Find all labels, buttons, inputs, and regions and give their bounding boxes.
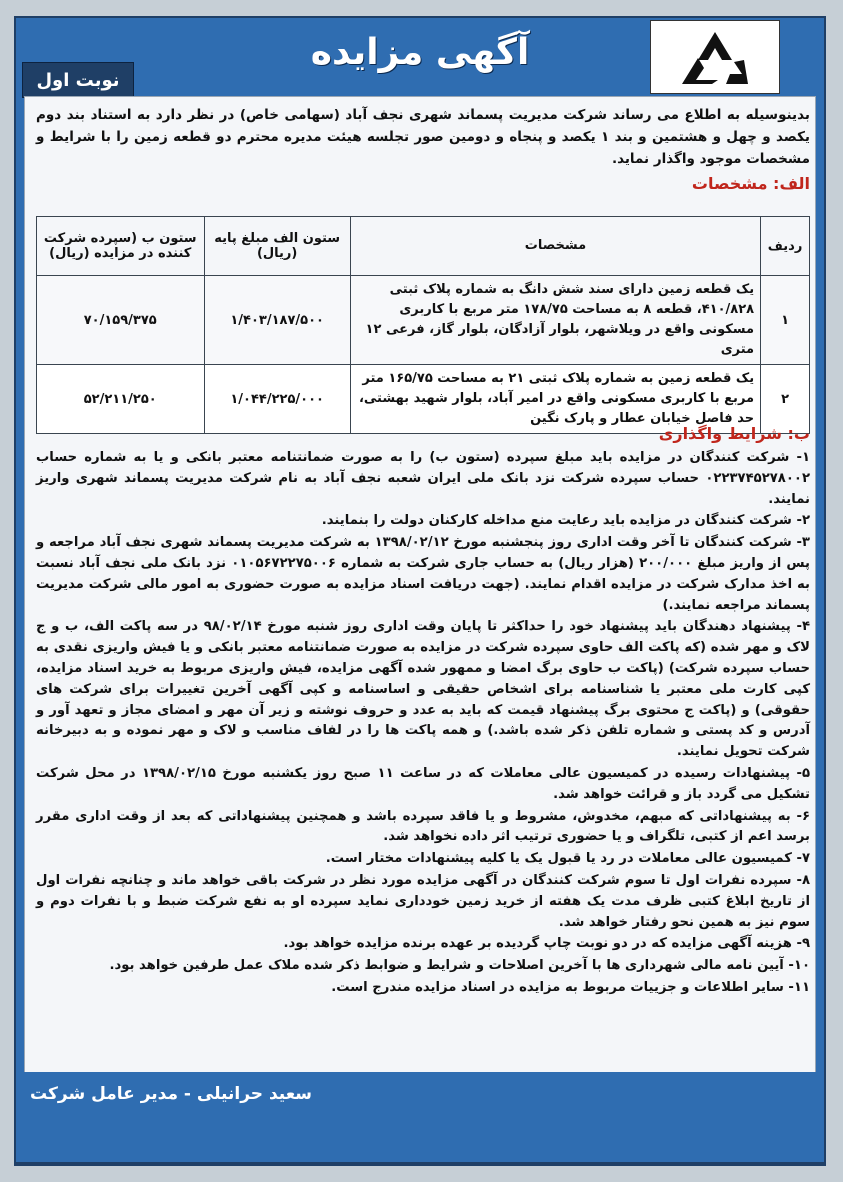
recycle-icon [660,26,770,88]
col-header-row: ردیف [761,217,810,276]
term-item: ۸- سپرده نفرات اول تا سوم شرکت کنندگان در آگهی مزایده مورد نظر در شرکت باقی خواهد ماند و چنانچه نفرات اول از تاریخ ابلاغ کتبی ظرف مدت یک هفته از خرید زمین خودداری نماید سپرده او به نفع شرکت ضبط و با نفرات دوم و سوم نیز به همین نحو رفتار خواهد شد. [36,872,810,930]
term-item: ۵- پیشنهادات رسیده در کمیسیون عالی معاملات که در ساعت ۱۱ صبح روز یکشنبه مورخ ۱۳۹۸/۰۲/۱۵ در محل شرکت تشکیل می گردد باز و قرائت خواهد شد. [36,765,811,802]
table-row [37,276,810,365]
term-item: ۱۱- سایر اطلاعات و جزییات مربوط به مزایده در اسناد مزایده مندرج است. [331,979,810,995]
term-item: ۹- هزینه آگهی مزایده که در دو نوبت چاپ گردیده بر عهده برنده مزایده خواهد بود. [283,936,810,952]
term-item: ۱۰- آیین نامه مالی شهرداری ها با آخرین اصلاحات و شرایط و ضوابط ذکر شده ملاک عمل طرفین خواهد بود. [109,958,810,974]
col-header-base: ستون الف مبلغ پایه (ریال) [204,217,350,276]
term-item: ۷- کمیسیون عالی معاملات در رد یا قبول یک یا کلیه پیشنهادات مختار است. [325,851,810,867]
spec-table [36,216,810,434]
col-header-deposit: ستون ب (سپرده شرکت کننده در مزایده (ریال) [37,217,205,276]
row-deposit: ۵۲/۲۱۱/۲۵۰ [37,365,205,434]
table-header-row [37,217,810,276]
term-item: ۶- به پیشنهاداتی که مبهم، مخدوش، مشروط و یا فاقد سپرده باشد و همچنین پیشنهاداتی که بعد از وقت اداری مقرر برسد اعم از کتبی، تلگراف و یا حضوری ترتیب اثر داده نخواهد شد. [36,808,810,845]
term-item: ۳- شرکت کنندگان تا آخر وقت اداری روز پنجشنبه مورخ ۱۳۹۸/۰۲/۱۲ به شرکت مدیریت پسماند شهری نجف آباد مراجعه و پس از واریز مبلغ ۲۰۰/۰۰۰ (هزار ریال) به حساب جاری شرکت به شماره ۰۱۰۵۶۷۲۲۷۵۰۰۶ نزد بانک ملی نجف آباد نسبت به اخذ مدارک شرکت در مزایده اقدام نمایند. (جهت دریافت اسناد مزایده به صورت حضوری به امور مالی شرکت مدیریت پسماند مراجعه نمایند.) [36,535,810,613]
row-spec: یک قطعه زمین به شماره پلاک ثبتی ۲۱ به مساحت ۱۶۵/۷۵ متر مربع با کاربری مسکونی واقع در امیر آباد، بلوار شهید بهشتی، حد فاصل خیابان عطار و پارک نگین [350,365,760,434]
turn-badge: نوبت اول [22,62,134,98]
page-title: آگهی مزایده [310,32,530,73]
signer-name: سعید حرانیلی - مدیر عامل شرکت [30,1084,313,1104]
intro-text: بدینوسیله به اطلاع می رساند شرکت مدیریت پسماند شهری نجف آباد (سهامی خاص) در نظر دارد به استناد بند دوم یکصد و چهل و هشتمین و بند ۱ یکصد و پنجاه و دومین صور تجلسه هیئت مدیره محترم دو قطعه زمین را با شرایط و مشخصات موجود واگذار نماید. [36,107,810,167]
row-base-price: ۱/۴۰۳/۱۸۷/۵۰۰ [204,276,350,365]
terms-list [36,448,810,1000]
section-a-heading: الف: مشخصات [691,174,810,193]
section-b-heading: ب: شرایط واگذاری [658,424,810,443]
row-number: ۱ [761,276,810,365]
row-number: ۲ [761,365,810,434]
term-item: ۲- شرکت کنندگان در مزایده باید رعایت منع مداخله کارکنان دولت را بنمایند. [321,513,810,529]
term-item: ۱- شرکت کنندگان در مزایده باید مبلغ سپرده (ستون ب) را به صورت ضمانتنامه معتبر بانکی و یا به شماره حساب ۰۲۲۳۷۴۵۲۷۸۰۰۲ حساب سپرده شرکت نزد بانک ملی ایران شعبه نجف آباد به نام شرکت مدیریت پسماند شهری واریز نمایند. [36,450,810,507]
col-header-spec: مشخصات [350,217,760,276]
term-item: ۴- پیشنهاد دهندگان باید پیشنهاد خود را حداکثر تا پایان وقت اداری روز شنبه مورخ ۹۸/۰۲/۱۴ در سه پاکت الف، ب و ج لاک و مهر شده (که پاکت الف حاوی سپرده شرکت در مزایده به صورت ضمانتنامه معتبر بانکی و یا فیش واریزی نقدی به حساب سپرده شرکت) (پاکت ب حاوی برگ امضا و ممهور شده آگهی مزایده، فیش واریزی مربوط به خرید اسناد مزایده، کپی کارت ملی معتبر یا شناسنامه برای اشخاص حقیقی و اساسنامه و کپی آگهی آخرین تغییرات برای شرکت های حقوقی) و (پاکت ج محتوی برگ پیشنهاد قیمت که باید به عدد و حروف نوشته و زیر آن مهر و امضای مجاز و تعهد آور و آدرس و کد پستی و شماره تلفن ذکر شده باشد.) و همه پاکت ها را در لفاف مناسب و لاک و مهر نموده و به دبیرخانه شرکت تحویل نمایند. [36,619,811,760]
row-base-price: ۱/۰۴۴/۲۲۵/۰۰۰ [204,365,350,434]
company-logo [650,20,780,94]
row-spec: یک قطعه زمین دارای سند شش دانگ به شماره پلاک ثبتی ۴۱۰/۸۲۸، قطعه ۸ به مساحت ۱۷۸/۷۵ متر مربع با کاربری مسکونی واقع در ویلاشهر، بلوار آزادگان، بلوار گاز، فرعی ۱۲ متری [350,276,760,365]
row-deposit: ۷۰/۱۵۹/۳۷۵ [37,276,205,365]
